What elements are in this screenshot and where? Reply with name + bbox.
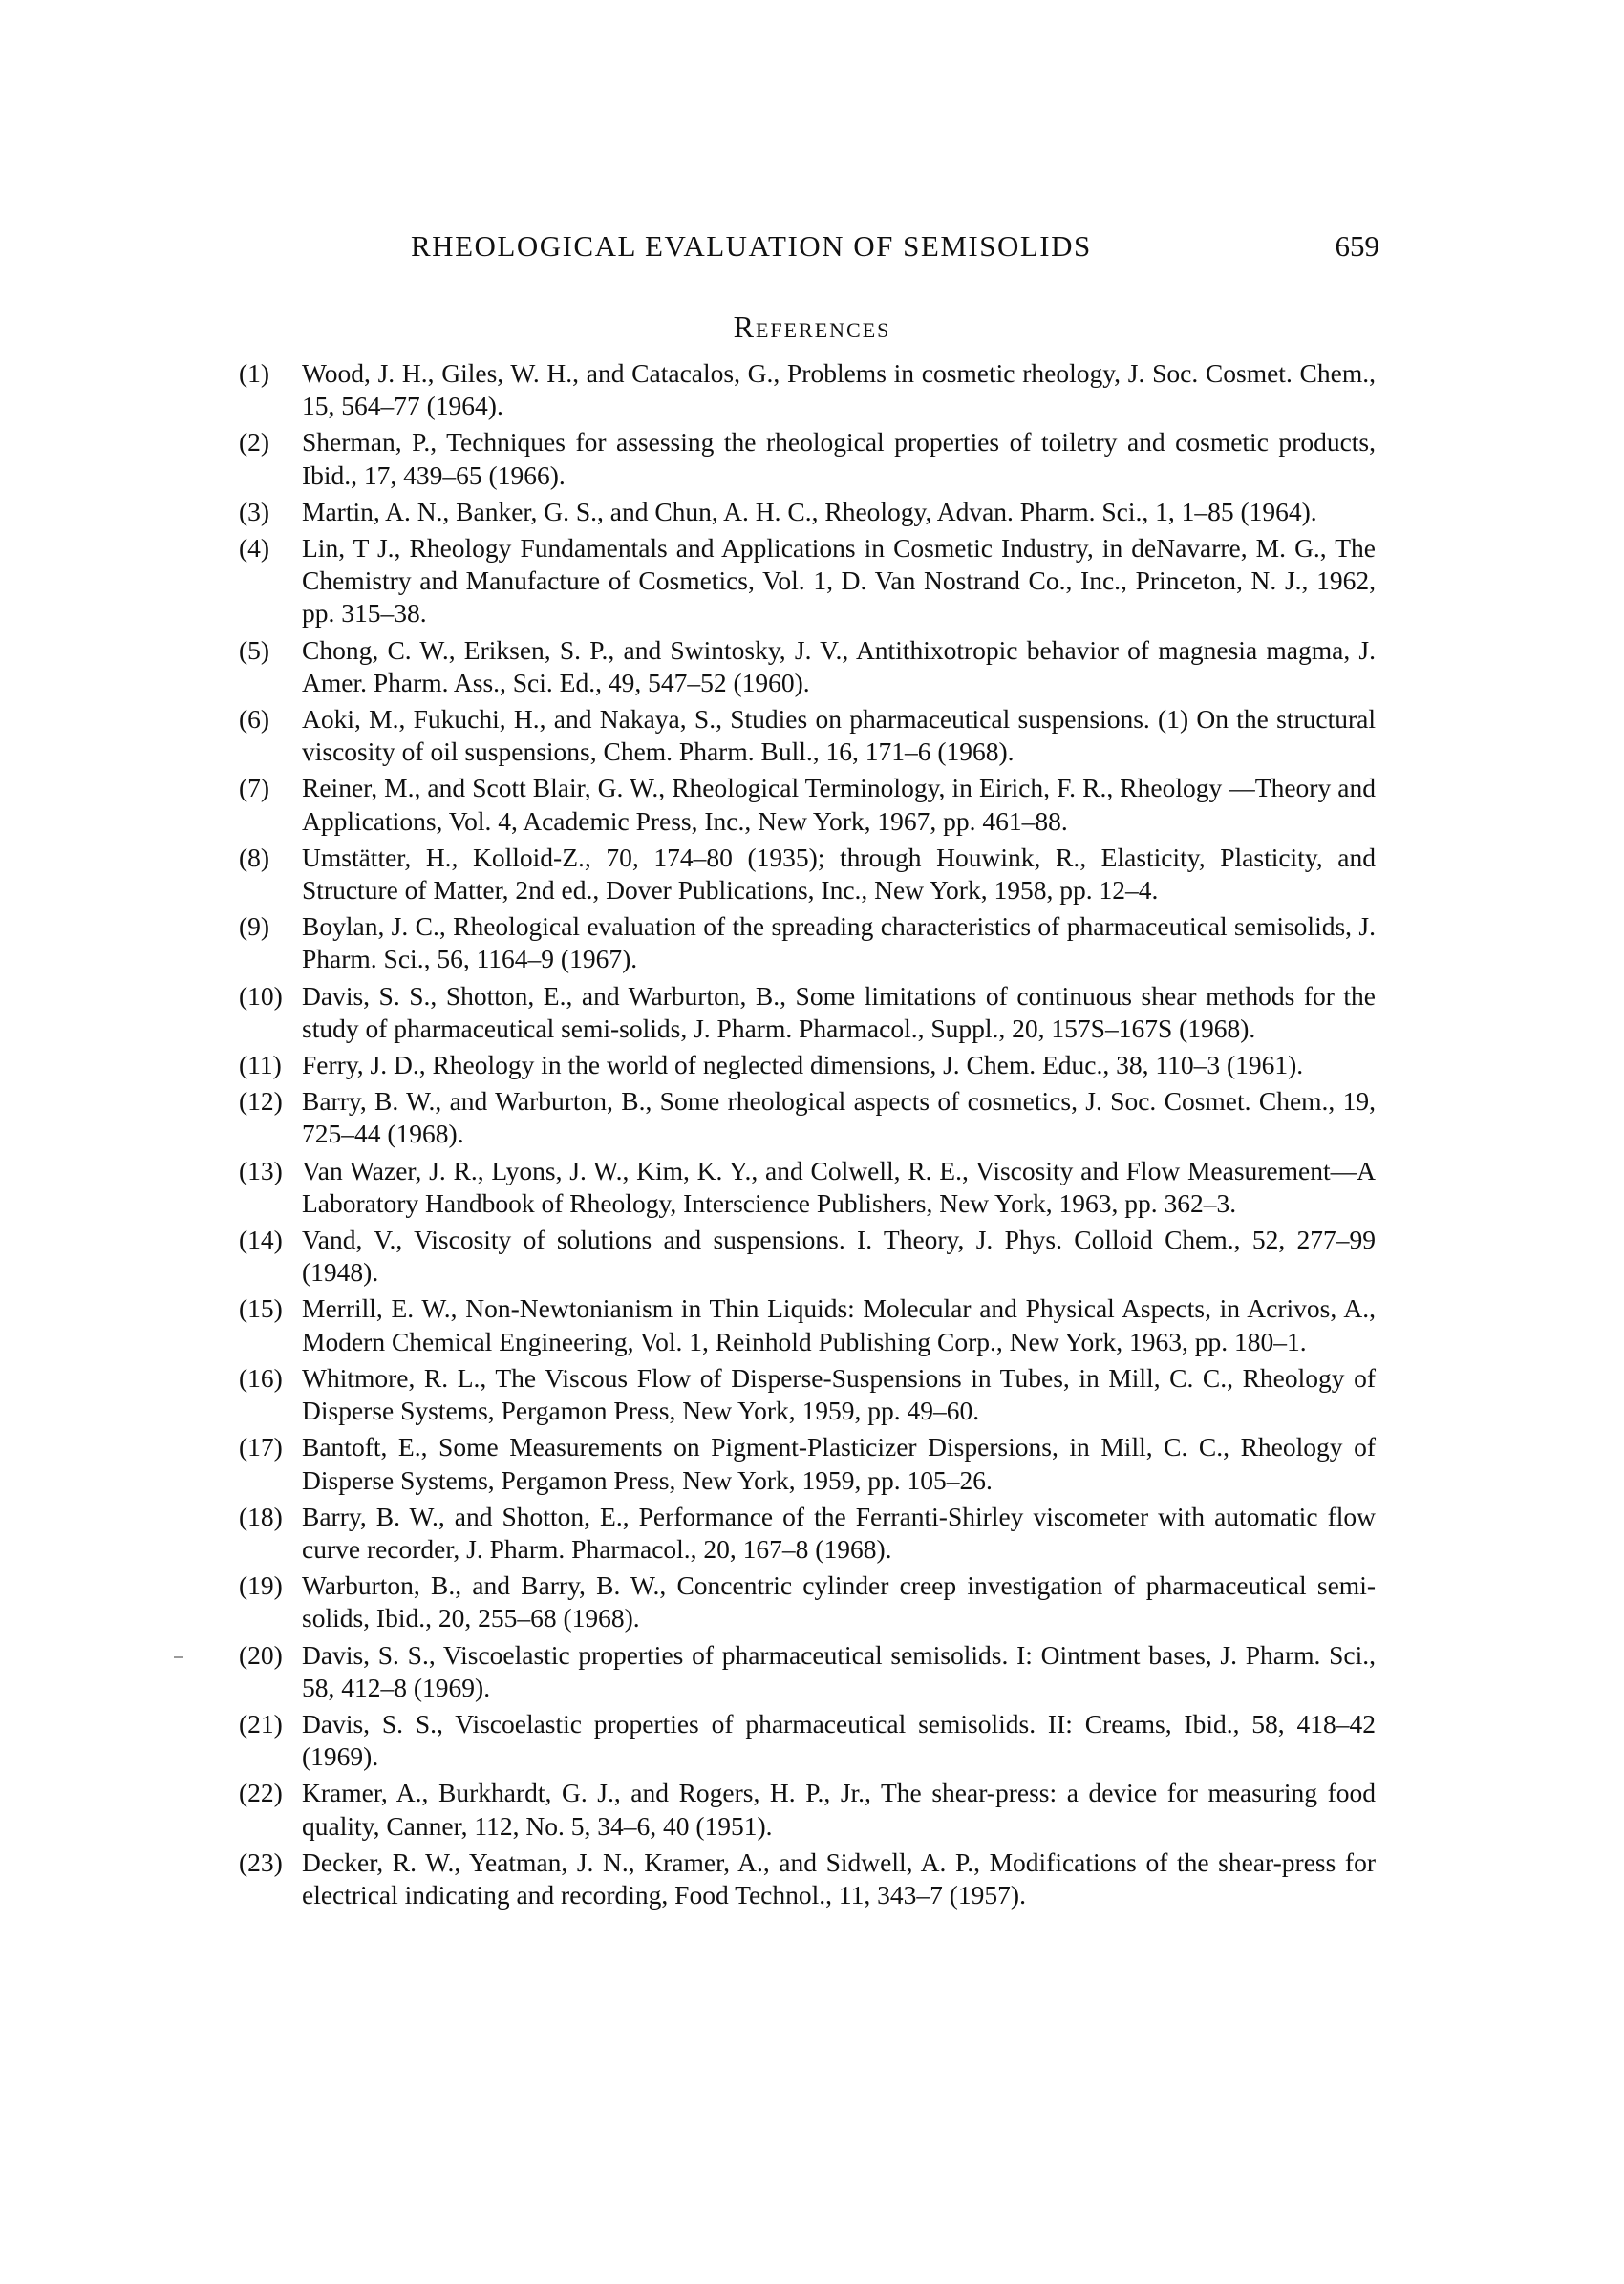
reference-item xyxy=(239,842,1376,907)
reference-number: (8) xyxy=(239,842,270,872)
reference-item xyxy=(239,1362,1376,1427)
reference-number: (19) xyxy=(239,1570,283,1601)
reference-text: Warburton, B., and Barry, B. W., Concentric cylinder creep investigation of pharmaceutical semi-solids, Ibid., 20, 255–68 (1968). xyxy=(302,1570,1376,1633)
reference-item xyxy=(239,1085,1376,1150)
reference-text: Reiner, M., and Scott Blair, G. W., Rheological Terminology, in Eirich, F. R., Rheology —Theory and Applications, Vol. 4, Academic Press, Inc., New York, 1967, pp. 461–88. xyxy=(302,773,1376,836)
reference-number: (1) xyxy=(239,358,270,388)
page-number: 659 xyxy=(1335,229,1379,263)
reference-item xyxy=(239,772,1376,837)
reference-text: Van Wazer, J. R., Lyons, J. W., Kim, K. Y., and Colwell, R. E., Viscosity and Flow Measurement—A Laboratory Handbook of Rheology, Interscience Publishers, New York, 1963, pp. 362–3. xyxy=(302,1155,1376,1218)
reference-number: (22) xyxy=(239,1778,283,1808)
reference-number: (14) xyxy=(239,1225,283,1255)
reference-text: Chong, C. W., Eriksen, S. P., and Swintosky, J. V., Antithixotropic behavior of magnesia magma, J. Amer. Pharm. Ass., Sci. Ed., 49, 547–52 (1960). xyxy=(302,634,1376,697)
reference-text: Kramer, A., Burkhardt, G. J., and Rogers, H. P., Jr., The shear-press: a device for measuring food quality, Canner, 112, No. 5, 34–6, 40 (1951). xyxy=(302,1778,1376,1841)
reference-text: Aoki, M., Fukuchi, H., and Nakaya, S., Studies on pharmaceutical suspensions. (1) On the structural viscosity of oil suspensions, Chem. Pharm. Bull., 16, 171–6 (1968). xyxy=(302,704,1376,767)
reference-text: Decker, R. W., Yeatman, J. N., Kramer, A., and Sidwell, A. P., Modifications of the shear-press for electrical indicating and recording, Food Technol., 11, 343–7 (1957). xyxy=(302,1846,1376,1910)
reference-number: (12) xyxy=(239,1086,283,1117)
reference-text: Lin, T J., Rheology Fundamentals and Applications in Cosmetic Industry, in deNavarre, M. G., The Chemistry and Manufacture of Cosmetics, Vol. 1, D. Van Nostrand Co., Inc., Princeton, N. J., 1962, pp. 315–38. xyxy=(302,533,1376,629)
reference-item xyxy=(239,703,1376,768)
reference-number: (4) xyxy=(239,533,270,564)
reference-list xyxy=(239,357,1376,1915)
reference-text: Davis, S. S., Shotton, E., and Warburton, B., Some limitations of continuous shear methods for the study of pharmaceutical semi-solids, J. Pharm. Pharmacol., Suppl., 20, 157S–167S (1968). xyxy=(302,980,1376,1043)
reference-item xyxy=(239,1049,1376,1081)
reference-item xyxy=(239,1155,1376,1220)
reference-number: (7) xyxy=(239,773,270,803)
reference-item xyxy=(239,634,1376,699)
reference-text: Barry, B. W., and Shotton, E., Performance of the Ferranti-Shirley viscometer with automatic flow curve recorder, J. Pharm. Pharmacol., 20, 167–8 (1968). xyxy=(302,1501,1376,1564)
reference-item xyxy=(239,910,1376,975)
reference-number: (15) xyxy=(239,1293,283,1324)
reference-number: (9) xyxy=(239,911,270,942)
reference-item xyxy=(239,1777,1376,1842)
reference-text: Umstätter, H., Kolloid-Z., 70, 174–80 (1935); through Houwink, R., Elasticity, Plasticity, and Structure of Matter, 2nd ed., Dover Publications, Inc., New York, 1958, pp. 12–4. xyxy=(302,842,1376,906)
reference-text: Bantoft, E., Some Measurements on Pigment-Plasticizer Dispersions, in Mill, C. C., Rheology of Disperse Systems, Pergamon Press, New York, 1959, pp. 105–26. xyxy=(302,1432,1376,1495)
reference-text: Sherman, P., Techniques for assessing the rheological properties of toiletry and cosmetic products, Ibid., 17, 439–65 (1966). xyxy=(302,427,1376,490)
running-head xyxy=(411,229,1379,273)
reference-item xyxy=(239,1639,1376,1704)
reference-item xyxy=(239,426,1376,491)
reference-item xyxy=(239,1431,1376,1496)
reference-item xyxy=(239,357,1376,422)
reference-number: (13) xyxy=(239,1155,283,1185)
reference-number: (2) xyxy=(239,427,270,458)
reference-item xyxy=(239,1846,1376,1911)
reference-number: (11) xyxy=(239,1050,282,1080)
reference-item xyxy=(239,1224,1376,1289)
reference-text: Davis, S. S., Viscoelastic properties of pharmaceutical semisolids. II: Creams, Ibid., 58, 418–42 (1969). xyxy=(302,1708,1376,1772)
reference-number: (23) xyxy=(239,1846,283,1877)
reference-number: (5) xyxy=(239,634,270,665)
reference-item xyxy=(239,980,1376,1045)
reference-text: Vand, V., Viscosity of solutions and suspensions. I. Theory, J. Phys. Colloid Chem., 52, 277–99 (1948). xyxy=(302,1225,1376,1288)
reference-text: Ferry, J. D., Rheology in the world of neglected dimensions, J. Chem. Educ., 38, 110–3 (1961). xyxy=(302,1050,1304,1080)
reference-number: (16) xyxy=(239,1362,283,1393)
running-title: RHEOLOGICAL EVALUATION OF SEMISOLIDS xyxy=(411,229,1092,263)
reference-item xyxy=(239,496,1376,528)
reference-number: (20) xyxy=(239,1639,283,1670)
reference-item xyxy=(239,1708,1376,1773)
reference-number: (21) xyxy=(239,1708,283,1739)
reference-number: (17) xyxy=(239,1432,283,1462)
reference-text: Davis, S. S., Viscoelastic properties of pharmaceutical semisolids. I: Ointment bases, J. Pharm. Sci., 58, 412–8 (1969). xyxy=(302,1639,1376,1702)
reference-text: Merrill, E. W., Non-Newtonianism in Thin Liquids: Molecular and Physical Aspects, in Acrivos, A., Modern Chemical Engineering, Vol. 1, Reinhold Publishing Corp., New York, 1963, pp. 180–1. xyxy=(302,1293,1376,1356)
reference-number: (3) xyxy=(239,496,270,526)
reference-text: Whitmore, R. L., The Viscous Flow of Disperse-Suspensions in Tubes, in Mill, C. C., Rheology of Disperse Systems, Pergamon Press, New York, 1959, pp. 49–60. xyxy=(302,1362,1376,1426)
margin-tick-mark xyxy=(174,1656,183,1658)
reference-text: Boylan, J. C., Rheological evaluation of the spreading characteristics of pharmaceutical semisolids, J. Pharm. Sci., 56, 1164–9 (1967). xyxy=(302,911,1376,974)
reference-item xyxy=(239,532,1376,630)
reference-item xyxy=(239,1501,1376,1566)
reference-number: (18) xyxy=(239,1501,283,1531)
reference-number: (6) xyxy=(239,704,270,735)
reference-item xyxy=(239,1569,1376,1634)
reference-text: Wood, J. H., Giles, W. H., and Catacalos, G., Problems in cosmetic rheology, J. Soc. Cosmet. Chem., 15, 564–77 (1964). xyxy=(302,358,1376,421)
references-heading: References xyxy=(733,310,891,344)
reference-text: Barry, B. W., and Warburton, B., Some rheological aspects of cosmetics, J. Soc. Cosmet. Chem., 19, 725–44 (1968). xyxy=(302,1086,1376,1149)
reference-number: (10) xyxy=(239,980,283,1011)
reference-text: Martin, A. N., Banker, G. S., and Chun, A. H. C., Rheology, Advan. Pharm. Sci., 1, 1–85 (1964). xyxy=(302,496,1317,526)
reference-item xyxy=(239,1292,1376,1357)
